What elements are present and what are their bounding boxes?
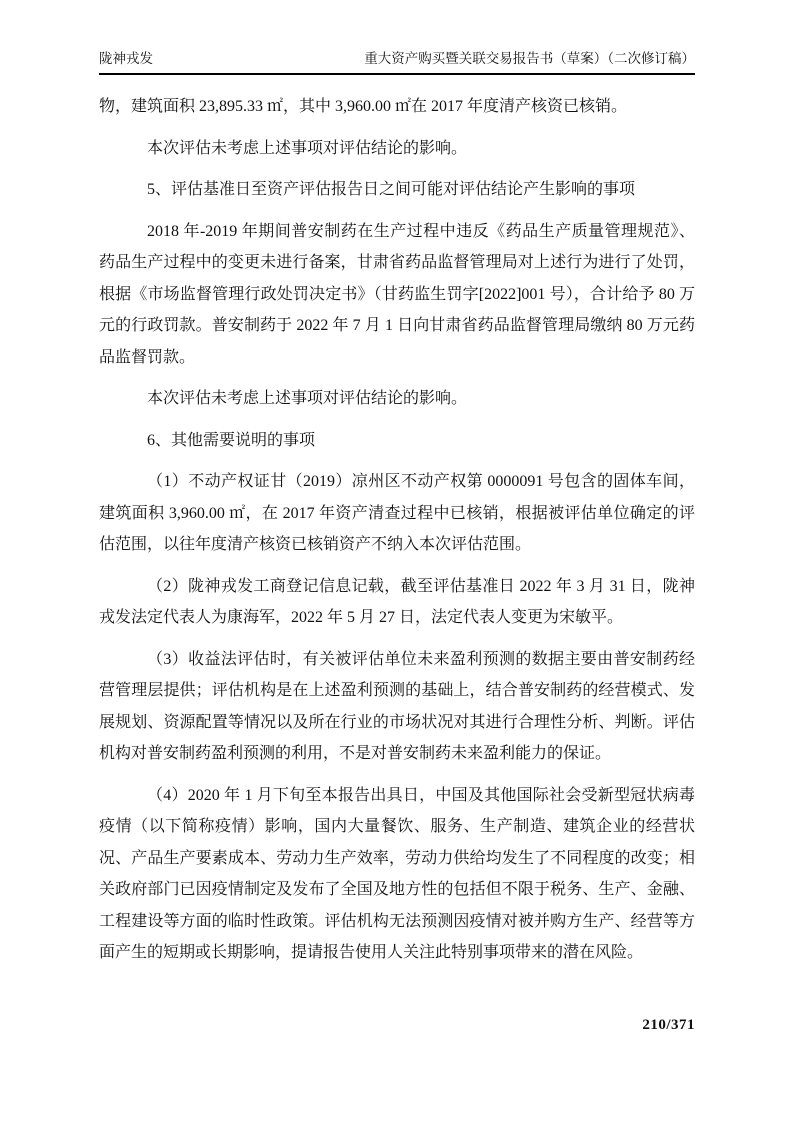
paragraph-continuation: 物，建筑面积 23,895.33 ㎡，其中 3,960.00 ㎡在 2017 年度清产核资已核销。 bbox=[99, 98, 628, 115]
header-company-name: 陇神戎发 bbox=[99, 51, 153, 66]
page-footer bbox=[642, 1017, 695, 1034]
header-report-title: 重大资产购买暨关联交易报告书（草案）（二次修订稿） bbox=[364, 51, 695, 66]
page-header bbox=[99, 50, 695, 75]
paragraph-note-2: 本次评估未考虑上述事项对评估结论的影响。 bbox=[147, 390, 468, 407]
paragraph-item-2: （2）陇神戎发工商登记信息记载，截至评估基准日 2022 年 3 月 31 日，陇神戎发法定代表人为康海军，2022 年 5 月 27 日，法定代表人变更为宋敏平。 bbox=[99, 577, 695, 626]
paragraph-penalty: 2018 年-2019 年期间普安制药在生产过程中违反《药品生产质量管理规范》、药品生产过程中的变更未进行备案，甘肃省药品监督管理局对上述行为进行了处罚，根据《市场监督管理行政处罚决定书》（甘药监生罚字[2022]001 号），合计给予 80 万元的行政罚款。普安制药于 2022 年 7 月 1 日向甘肃省药品监督管理局缴纳 80 万元药品监督罚款。 bbox=[99, 222, 695, 366]
paragraph-item-3: （3）收益法评估时，有关被评估单位未来盈利预测的数据主要由普安制药经营管理层提供；评估机构是在上述盈利预测的基础上，结合普安制药的经营模式、发展规划、资源配置等情况以及所在行业的市场状况对其进行合理性分析、判断。评估机构对普安制药盈利预测的利用，不是对普安制药未来盈利能力的保证。 bbox=[99, 650, 695, 762]
paragraph-item-1: （1）不动产权证甘（2019）凉州区不动产权第 0000091 号包含的固体车间，建筑面积 3,960.00 ㎡，在 2017 年资产清查过程中已核销，根据被评估单位确定的评估范围，以往年度清产核资已核销资产不纳入本次评估范围。 bbox=[99, 473, 695, 553]
section-heading-6: 6、其他需要说明的事项 bbox=[147, 431, 316, 449]
section-heading-5: 5、评估基准日至资产评估报告日之间可能对评估结论产生影响的事项 bbox=[147, 181, 636, 198]
paragraph-item-4: （4）2020 年 1 月下旬至本报告出具日，中国及其他国际社会受新型冠状病毒疫情（以下简称疫情）影响，国内大量餐饮、服务、生产制造、建筑企业的经营状况、产品生产要素成本、劳动力生产效率，劳动力供给均发生了不同程度的改变；相关政府部门已因疫情制定及发布了全国及地方性的包括但不限于税务、生产、金融、工程建设等方面的临时性政策。评估机构无法预测因疫情对被并购方生产、经营等方面产生的短期或长期影响，提请报告使用人关注此特别事项带来的潜在风险。 bbox=[99, 786, 695, 961]
page-number: 210/371 bbox=[642, 1017, 695, 1033]
document-body bbox=[99, 91, 695, 969]
paragraph-note-1: 本次评估未考虑上述事项对评估结论的影响。 bbox=[147, 139, 468, 157]
